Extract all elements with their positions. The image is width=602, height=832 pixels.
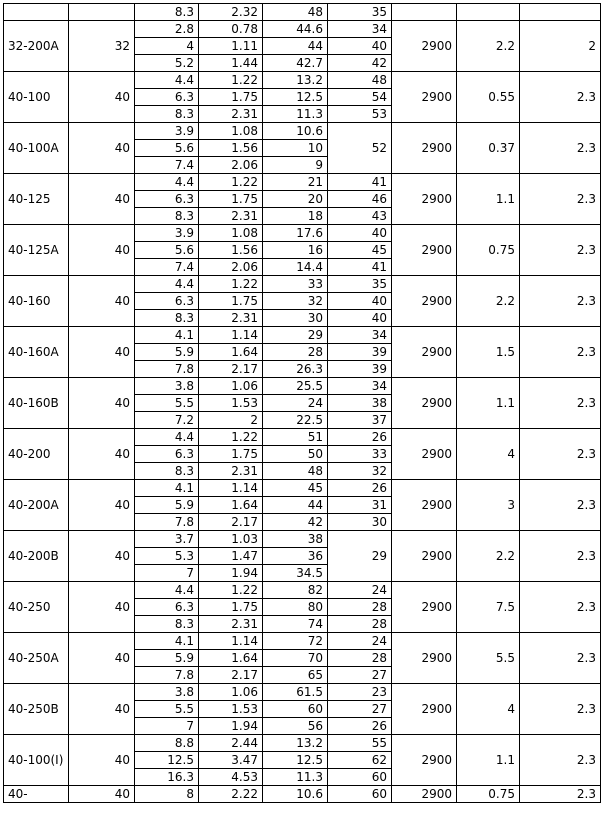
model-cell: 40- — [4, 786, 69, 803]
table-row — [4, 684, 601, 701]
efficiency-cell: 40 — [328, 310, 392, 327]
flow-m3h-cell: 4.1 — [135, 480, 199, 497]
flow-ls-cell: 1.14 — [199, 480, 263, 497]
model-cell: 40-100(I) — [4, 735, 69, 786]
head-cell: 50 — [263, 446, 328, 463]
efficiency-cell: 40 — [328, 293, 392, 310]
npsh-cell: 2.3 — [520, 786, 601, 803]
npsh-cell: 2.3 — [520, 174, 601, 225]
flow-m3h-cell: 7.8 — [135, 514, 199, 531]
flow-ls-cell: 2.31 — [199, 310, 263, 327]
head-cell: 60 — [263, 701, 328, 718]
head-cell: 80 — [263, 599, 328, 616]
speed-cell: 2900 — [392, 429, 457, 480]
flow-m3h-cell: 6.3 — [135, 191, 199, 208]
table-row — [4, 327, 601, 344]
flow-m3h-cell: 12.5 — [135, 752, 199, 769]
flow-ls-cell: 1.75 — [199, 191, 263, 208]
power-cell: 5.5 — [457, 633, 520, 684]
flow-m3h-cell: 5.3 — [135, 548, 199, 565]
flow-ls-cell: 1.44 — [199, 55, 263, 72]
npsh-cell: 2.3 — [520, 735, 601, 786]
dn-cell: 40 — [69, 582, 135, 633]
flow-m3h-cell: 3.7 — [135, 531, 199, 548]
flow-ls-cell: 2.06 — [199, 157, 263, 174]
npsh-cell: 2.3 — [520, 276, 601, 327]
npsh-cell: 2.3 — [520, 633, 601, 684]
flow-m3h-cell: 8.3 — [135, 310, 199, 327]
head-cell: 10.6 — [263, 786, 328, 803]
dn-cell: 40 — [69, 786, 135, 803]
efficiency-cell: 23 — [328, 684, 392, 701]
flow-ls-cell: 1.03 — [199, 531, 263, 548]
flow-ls-cell: 0.78 — [199, 21, 263, 38]
power-cell: 0.75 — [457, 786, 520, 803]
flow-m3h-cell: 3.8 — [135, 684, 199, 701]
flow-m3h-cell: 8.8 — [135, 735, 199, 752]
dn-cell: 40 — [69, 378, 135, 429]
npsh-cell: 2.3 — [520, 378, 601, 429]
flow-ls-cell: 1.94 — [199, 565, 263, 582]
efficiency-cell: 43 — [328, 208, 392, 225]
head-cell: 61.5 — [263, 684, 328, 701]
efficiency-cell: 54 — [328, 89, 392, 106]
efficiency-cell: 48 — [328, 72, 392, 89]
head-cell: 28 — [263, 344, 328, 361]
flow-m3h-cell: 4.1 — [135, 633, 199, 650]
head-cell: 16 — [263, 242, 328, 259]
dn-cell: 40 — [69, 735, 135, 786]
power-cell: 4 — [457, 684, 520, 735]
head-cell: 24 — [263, 395, 328, 412]
model-cell: 40-125A — [4, 225, 69, 276]
speed-cell: 2900 — [392, 480, 457, 531]
flow-m3h-cell: 8.3 — [135, 208, 199, 225]
dn-cell: 40 — [69, 684, 135, 735]
efficiency-cell: 39 — [328, 361, 392, 378]
flow-m3h-cell: 3.9 — [135, 123, 199, 140]
npsh-cell: 2 — [520, 21, 601, 72]
npsh-cell: 2.3 — [520, 225, 601, 276]
model-cell — [4, 4, 69, 21]
flow-ls-cell: 1.08 — [199, 123, 263, 140]
flow-ls-cell: 1.75 — [199, 89, 263, 106]
dn-cell: 40 — [69, 429, 135, 480]
model-cell: 40-200 — [4, 429, 69, 480]
speed-cell: 2900 — [392, 21, 457, 72]
flow-ls-cell: 1.64 — [199, 344, 263, 361]
efficiency-cell: 31 — [328, 497, 392, 514]
efficiency-cell: 39 — [328, 344, 392, 361]
flow-ls-cell: 1.22 — [199, 582, 263, 599]
flow-ls-cell: 1.22 — [199, 429, 263, 446]
flow-ls-cell: 2.17 — [199, 514, 263, 531]
dn-cell: 40 — [69, 480, 135, 531]
model-cell: 40-160 — [4, 276, 69, 327]
npsh-cell: 2.3 — [520, 123, 601, 174]
head-cell: 11.3 — [263, 106, 328, 123]
head-cell: 32 — [263, 293, 328, 310]
flow-ls-cell: 2.06 — [199, 259, 263, 276]
flow-ls-cell: 1.75 — [199, 446, 263, 463]
flow-m3h-cell: 6.3 — [135, 293, 199, 310]
efficiency-cell: 34 — [328, 378, 392, 395]
npsh-cell: 2.3 — [520, 684, 601, 735]
npsh-cell — [520, 4, 601, 21]
efficiency-cell: 55 — [328, 735, 392, 752]
speed-cell: 2900 — [392, 123, 457, 174]
flow-ls-cell: 1.56 — [199, 242, 263, 259]
power-cell: 3 — [457, 480, 520, 531]
efficiency-cell: 38 — [328, 395, 392, 412]
flow-m3h-cell: 8.3 — [135, 463, 199, 480]
power-cell: 1.1 — [457, 378, 520, 429]
dn-cell: 40 — [69, 225, 135, 276]
flow-m3h-cell: 4.4 — [135, 72, 199, 89]
model-cell: 32-200A — [4, 21, 69, 72]
flow-ls-cell: 2.17 — [199, 667, 263, 684]
head-cell: 12.5 — [263, 752, 328, 769]
head-cell: 51 — [263, 429, 328, 446]
head-cell: 70 — [263, 650, 328, 667]
flow-m3h-cell: 2.8 — [135, 21, 199, 38]
head-cell: 9 — [263, 157, 328, 174]
table-row — [4, 276, 601, 293]
head-cell: 36 — [263, 548, 328, 565]
efficiency-cell: 41 — [328, 259, 392, 276]
efficiency-cell: 26 — [328, 429, 392, 446]
head-cell: 38 — [263, 531, 328, 548]
model-cell: 40-200A — [4, 480, 69, 531]
table-row — [4, 429, 601, 446]
speed-cell: 2900 — [392, 276, 457, 327]
power-cell: 1.5 — [457, 327, 520, 378]
head-cell: 44 — [263, 497, 328, 514]
flow-m3h-cell: 7.8 — [135, 361, 199, 378]
table-row — [4, 225, 601, 242]
dn-cell: 32 — [69, 21, 135, 72]
flow-m3h-cell: 4.1 — [135, 327, 199, 344]
efficiency-cell: 45 — [328, 242, 392, 259]
head-cell: 82 — [263, 582, 328, 599]
flow-ls-cell: 2.22 — [199, 786, 263, 803]
efficiency-cell: 24 — [328, 633, 392, 650]
table-row — [4, 531, 601, 548]
flow-ls-cell: 1.64 — [199, 497, 263, 514]
speed-cell: 2900 — [392, 684, 457, 735]
head-cell: 17.6 — [263, 225, 328, 242]
efficiency-cell: 34 — [328, 21, 392, 38]
power-cell: 2.2 — [457, 21, 520, 72]
table-row — [4, 786, 601, 803]
flow-m3h-cell: 6.3 — [135, 599, 199, 616]
flow-m3h-cell: 8 — [135, 786, 199, 803]
power-cell: 1.1 — [457, 174, 520, 225]
speed-cell: 2900 — [392, 633, 457, 684]
flow-m3h-cell: 4 — [135, 38, 199, 55]
head-cell: 13.2 — [263, 735, 328, 752]
power-cell: 7.5 — [457, 582, 520, 633]
head-cell: 18 — [263, 208, 328, 225]
speed-cell: 2900 — [392, 225, 457, 276]
efficiency-cell: 35 — [328, 4, 392, 21]
power-cell: 2.2 — [457, 531, 520, 582]
efficiency-cell: 46 — [328, 191, 392, 208]
flow-m3h-cell: 7.8 — [135, 667, 199, 684]
power-cell: 2.2 — [457, 276, 520, 327]
efficiency-cell: 30 — [328, 514, 392, 531]
flow-m3h-cell: 7.2 — [135, 412, 199, 429]
flow-m3h-cell: 16.3 — [135, 769, 199, 786]
head-cell: 33 — [263, 276, 328, 293]
head-cell: 72 — [263, 633, 328, 650]
head-cell: 21 — [263, 174, 328, 191]
speed-cell: 2900 — [392, 327, 457, 378]
power-cell: 0.55 — [457, 72, 520, 123]
table-row — [4, 378, 601, 395]
flow-ls-cell: 4.53 — [199, 769, 263, 786]
head-cell: 12.5 — [263, 89, 328, 106]
dn-cell: 40 — [69, 531, 135, 582]
speed-cell: 2900 — [392, 786, 457, 803]
head-cell: 48 — [263, 463, 328, 480]
flow-m3h-cell: 6.3 — [135, 446, 199, 463]
flow-ls-cell: 1.56 — [199, 140, 263, 157]
flow-ls-cell: 1.22 — [199, 276, 263, 293]
power-cell: 1.1 — [457, 735, 520, 786]
npsh-cell: 2.3 — [520, 480, 601, 531]
head-cell: 44.6 — [263, 21, 328, 38]
table-row — [4, 480, 601, 497]
table-row — [4, 72, 601, 89]
flow-ls-cell: 2.31 — [199, 106, 263, 123]
flow-ls-cell: 1.22 — [199, 174, 263, 191]
flow-ls-cell: 1.64 — [199, 650, 263, 667]
flow-m3h-cell: 8.3 — [135, 4, 199, 21]
flow-ls-cell: 1.14 — [199, 633, 263, 650]
power-cell: 0.75 — [457, 225, 520, 276]
flow-m3h-cell: 5.9 — [135, 497, 199, 514]
head-cell: 26.3 — [263, 361, 328, 378]
head-cell: 22.5 — [263, 412, 328, 429]
speed-cell: 2900 — [392, 174, 457, 225]
efficiency-cell: 42 — [328, 55, 392, 72]
flow-ls-cell: 1.14 — [199, 327, 263, 344]
npsh-cell: 2.3 — [520, 429, 601, 480]
flow-ls-cell: 1.22 — [199, 72, 263, 89]
power-cell: 0.37 — [457, 123, 520, 174]
efficiency-cell: 62 — [328, 752, 392, 769]
npsh-cell: 2.3 — [520, 531, 601, 582]
head-cell: 74 — [263, 616, 328, 633]
flow-m3h-cell: 7 — [135, 565, 199, 582]
flow-m3h-cell: 5.9 — [135, 650, 199, 667]
efficiency-cell: 40 — [328, 225, 392, 242]
head-cell: 10.6 — [263, 123, 328, 140]
speed-cell: 2900 — [392, 582, 457, 633]
efficiency-cell: 33 — [328, 446, 392, 463]
efficiency-cell: 34 — [328, 327, 392, 344]
table-row — [4, 123, 601, 140]
head-cell: 25.5 — [263, 378, 328, 395]
pump-spec-table — [3, 3, 601, 803]
model-cell: 40-125 — [4, 174, 69, 225]
efficiency-cell: 28 — [328, 599, 392, 616]
flow-m3h-cell: 5.5 — [135, 701, 199, 718]
model-cell: 40-100A — [4, 123, 69, 174]
head-cell: 34.5 — [263, 565, 328, 582]
efficiency-cell: 41 — [328, 174, 392, 191]
flow-ls-cell: 1.75 — [199, 599, 263, 616]
table-body — [4, 4, 601, 803]
head-cell: 42.7 — [263, 55, 328, 72]
head-cell: 29 — [263, 327, 328, 344]
speed-cell: 2900 — [392, 72, 457, 123]
flow-m3h-cell: 6.3 — [135, 89, 199, 106]
efficiency-cell: 26 — [328, 718, 392, 735]
flow-ls-cell: 2.31 — [199, 208, 263, 225]
flow-m3h-cell: 5.5 — [135, 395, 199, 412]
head-cell: 14.4 — [263, 259, 328, 276]
flow-ls-cell: 2.17 — [199, 361, 263, 378]
dn-cell: 40 — [69, 276, 135, 327]
flow-m3h-cell: 8.3 — [135, 106, 199, 123]
dn-cell: 40 — [69, 123, 135, 174]
npsh-cell: 2.3 — [520, 582, 601, 633]
flow-ls-cell: 1.94 — [199, 718, 263, 735]
flow-m3h-cell: 3.8 — [135, 378, 199, 395]
dn-cell: 40 — [69, 72, 135, 123]
flow-ls-cell: 1.75 — [199, 293, 263, 310]
flow-ls-cell: 1.11 — [199, 38, 263, 55]
flow-ls-cell: 2.32 — [199, 4, 263, 21]
flow-m3h-cell: 7 — [135, 718, 199, 735]
table-row — [4, 735, 601, 752]
head-cell: 42 — [263, 514, 328, 531]
efficiency-cell: 35 — [328, 276, 392, 293]
flow-m3h-cell: 4.4 — [135, 582, 199, 599]
flow-ls-cell: 1.53 — [199, 395, 263, 412]
efficiency-cell: 28 — [328, 616, 392, 633]
npsh-cell: 2.3 — [520, 327, 601, 378]
flow-m3h-cell: 4.4 — [135, 174, 199, 191]
head-cell: 48 — [263, 4, 328, 21]
head-cell: 10 — [263, 140, 328, 157]
efficiency-cell: 53 — [328, 106, 392, 123]
table-row — [4, 582, 601, 599]
flow-ls-cell: 1.08 — [199, 225, 263, 242]
flow-m3h-cell: 5.2 — [135, 55, 199, 72]
head-cell: 56 — [263, 718, 328, 735]
model-cell: 40-160A — [4, 327, 69, 378]
efficiency-cell: 60 — [328, 786, 392, 803]
flow-m3h-cell: 8.3 — [135, 616, 199, 633]
speed-cell: 2900 — [392, 531, 457, 582]
model-cell: 40-250A — [4, 633, 69, 684]
efficiency-cell: 32 — [328, 463, 392, 480]
efficiency-cell: 27 — [328, 667, 392, 684]
efficiency-cell: 29 — [328, 531, 392, 582]
model-cell: 40-200B — [4, 531, 69, 582]
efficiency-cell: 40 — [328, 38, 392, 55]
head-cell: 44 — [263, 38, 328, 55]
efficiency-cell: 52 — [328, 123, 392, 174]
speed-cell — [392, 4, 457, 21]
head-cell: 65 — [263, 667, 328, 684]
table-row — [4, 174, 601, 191]
head-cell: 30 — [263, 310, 328, 327]
efficiency-cell: 28 — [328, 650, 392, 667]
flow-m3h-cell: 4.4 — [135, 429, 199, 446]
head-cell: 45 — [263, 480, 328, 497]
flow-ls-cell: 1.06 — [199, 684, 263, 701]
flow-ls-cell: 1.53 — [199, 701, 263, 718]
head-cell: 11.3 — [263, 769, 328, 786]
table-row — [4, 21, 601, 38]
efficiency-cell: 26 — [328, 480, 392, 497]
efficiency-cell: 60 — [328, 769, 392, 786]
model-cell: 40-250 — [4, 582, 69, 633]
dn-cell: 40 — [69, 174, 135, 225]
flow-m3h-cell: 3.9 — [135, 225, 199, 242]
model-cell: 40-100 — [4, 72, 69, 123]
flow-ls-cell: 2.31 — [199, 463, 263, 480]
efficiency-cell: 37 — [328, 412, 392, 429]
flow-ls-cell: 1.06 — [199, 378, 263, 395]
flow-ls-cell: 1.47 — [199, 548, 263, 565]
model-cell: 40-250B — [4, 684, 69, 735]
dn-cell: 40 — [69, 327, 135, 378]
speed-cell: 2900 — [392, 378, 457, 429]
flow-m3h-cell: 7.4 — [135, 259, 199, 276]
flow-m3h-cell: 5.6 — [135, 140, 199, 157]
efficiency-cell: 24 — [328, 582, 392, 599]
table-row — [4, 633, 601, 650]
flow-ls-cell: 2 — [199, 412, 263, 429]
flow-m3h-cell: 7.4 — [135, 157, 199, 174]
dn-cell — [69, 4, 135, 21]
efficiency-cell: 27 — [328, 701, 392, 718]
power-cell: 4 — [457, 429, 520, 480]
dn-cell: 40 — [69, 633, 135, 684]
flow-ls-cell: 3.47 — [199, 752, 263, 769]
table-row — [4, 4, 601, 21]
head-cell: 20 — [263, 191, 328, 208]
flow-ls-cell: 2.44 — [199, 735, 263, 752]
speed-cell: 2900 — [392, 735, 457, 786]
model-cell: 40-160B — [4, 378, 69, 429]
flow-m3h-cell: 5.6 — [135, 242, 199, 259]
flow-ls-cell: 2.31 — [199, 616, 263, 633]
npsh-cell: 2.3 — [520, 72, 601, 123]
head-cell: 13.2 — [263, 72, 328, 89]
flow-m3h-cell: 4.4 — [135, 276, 199, 293]
power-cell — [457, 4, 520, 21]
flow-m3h-cell: 5.9 — [135, 344, 199, 361]
